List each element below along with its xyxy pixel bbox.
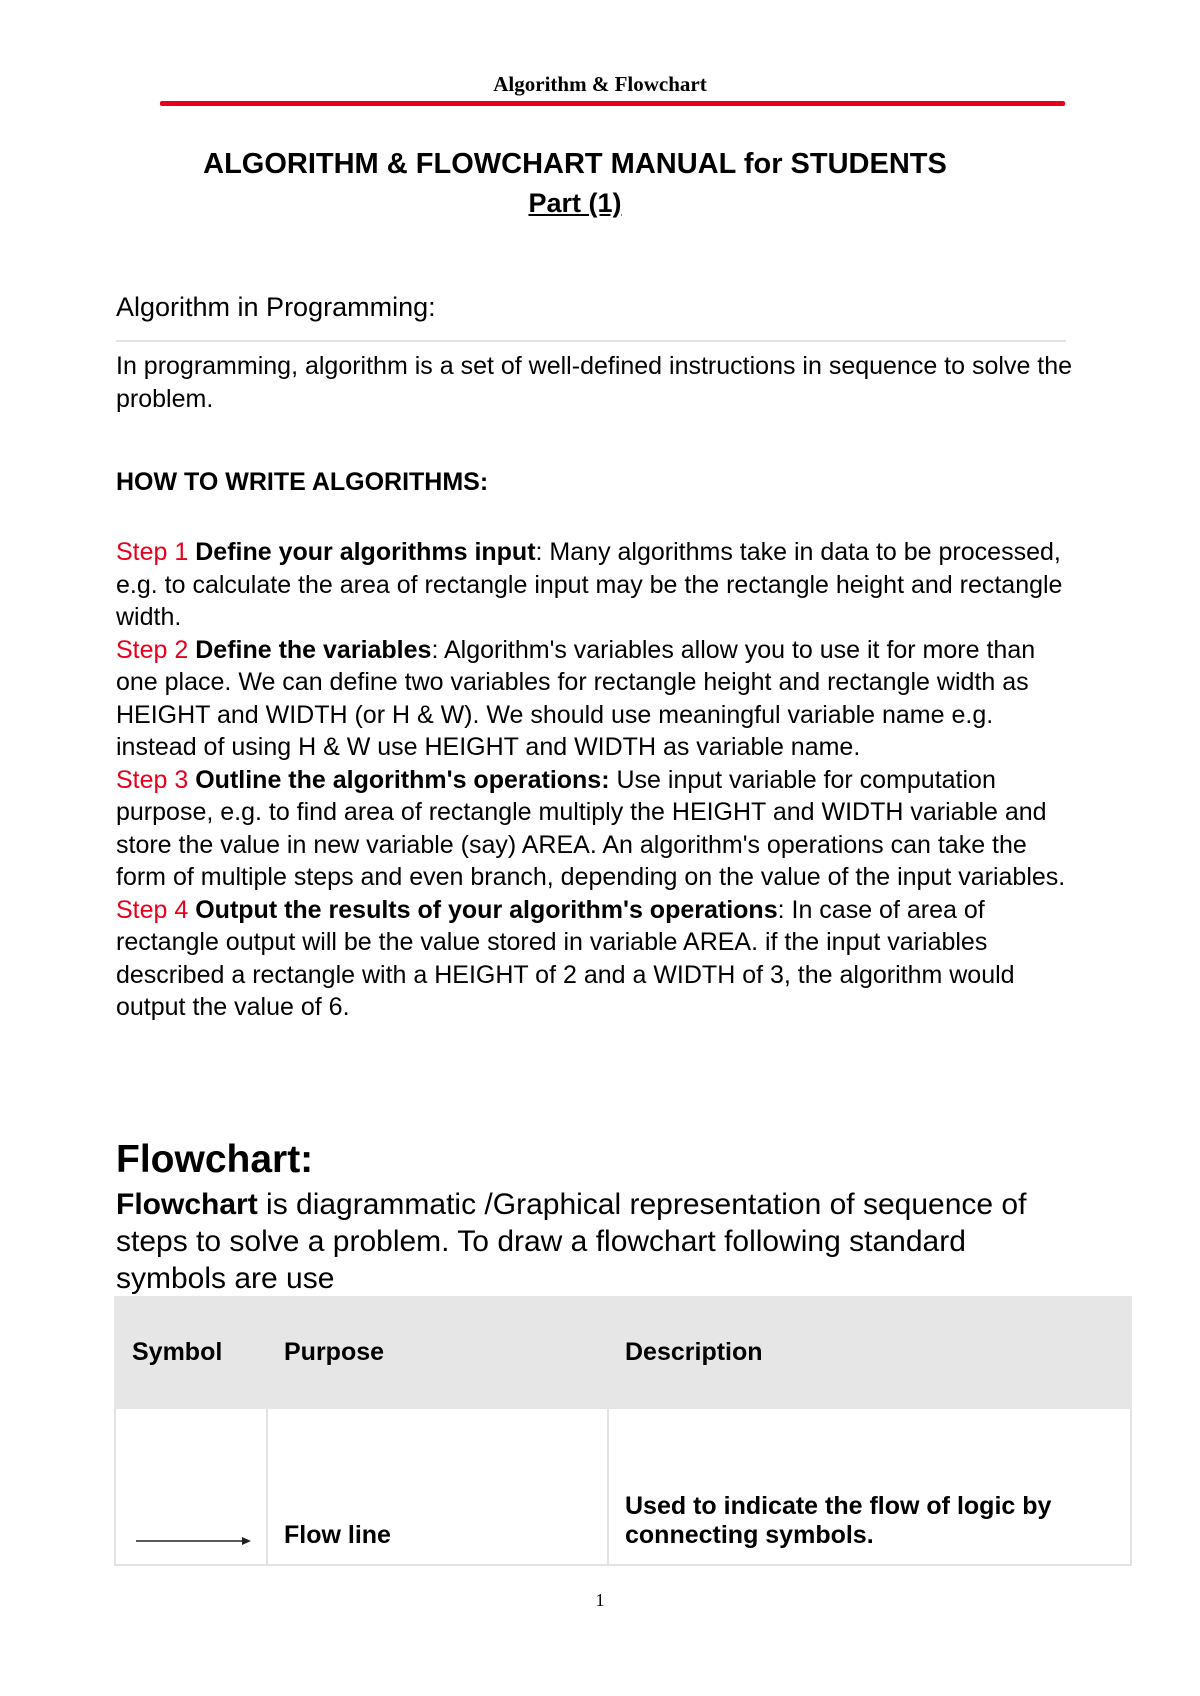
step-title: Define your algorithms input — [195, 538, 536, 566]
step-label: Step 2 — [116, 635, 189, 664]
step-label: Step 1 — [116, 538, 189, 566]
page-number: 1 — [595, 1590, 605, 1610]
column-header-purpose: Purpose — [267, 1297, 608, 1408]
running-header: Algorithm & Flowchart — [493, 72, 707, 96]
step-text: Algorithm's variables allow you to use it for more than one place. We can define two variables for rectangle height and rectangle width as HEIGHT and WIDTH (or H & W). We should use meaningful variable name e.g. instead of using H & W use HEIGHT and WIDTH as variable name. — [116, 635, 1036, 761]
document-part — [0, 188, 1150, 219]
part-label: Part (1) — [528, 188, 622, 218]
flowchart-definition — [116, 1186, 1076, 1297]
document-title: ALGORITHM & FLOWCHART MANUAL for STUDENTS — [203, 148, 947, 180]
header-rule — [160, 101, 1065, 106]
description-cell: Used to indicate the flow of logic by connecting symbols. — [608, 1408, 1131, 1565]
step-title: Outline the algorithm's operations: — [195, 765, 610, 794]
section-divider — [116, 340, 1066, 342]
step-item — [116, 634, 1076, 764]
step-item — [116, 764, 1076, 894]
algorithm-heading: Algorithm in Programming: — [116, 292, 436, 322]
step-label: Step 4 — [116, 895, 189, 924]
step-title: Output the results of your algorithm's operations — [195, 895, 778, 924]
symbol-cell — [115, 1408, 267, 1565]
column-header-description: Description — [608, 1297, 1131, 1408]
arrow-right-icon — [132, 1534, 252, 1548]
step-label: Step 3 — [116, 765, 189, 794]
step-text: Use input variable for computation purpose, e.g. to find area of rectangle multiply the HEIGHT and WIDTH variable and store the value in new variable (say) AREA. An algorithm's operations can take the form of multiple steps and even branch, depending on the value of the input variables. — [116, 765, 1066, 891]
algorithm-intro: In programming, algorithm is a set of well-defined instructions in sequence to solve the problem. — [116, 352, 1073, 413]
symbols-table — [114, 1296, 1132, 1566]
step-separator: : — [777, 895, 785, 924]
flowchart-heading: Flowchart: — [116, 1138, 314, 1181]
step-text: In case of area of rectangle output will be the value stored in variable AREA. if the input variables described a rectangle with a HEIGHT of 2 and a WIDTH of 3, the algorithm would output the value of 6. — [116, 895, 1015, 1021]
purpose-cell: Flow line — [267, 1408, 608, 1565]
steps-list — [116, 536, 1076, 1024]
step-item — [116, 894, 1076, 1024]
step-title: Define the variables — [195, 635, 432, 664]
step-item — [116, 536, 1076, 634]
step-separator: : — [431, 635, 439, 664]
column-header-symbol: Symbol — [115, 1297, 267, 1408]
table-header-row — [115, 1297, 1131, 1408]
flowchart-term: Flowchart — [116, 1188, 258, 1221]
howto-heading: HOW TO WRITE ALGORITHMS: — [116, 468, 489, 496]
flowchart-definition-text: is diagrammatic /Graphical representation of sequence of steps to solve a problem. To draw a flowchart following standard symbols are use — [116, 1188, 1027, 1295]
step-separator: : — [535, 538, 543, 566]
step-text: Many algorithms take in data to be processed, e.g. to calculate the area of rectangle input may be the rectangle height and rectangle width. — [116, 538, 1063, 631]
table-row — [115, 1408, 1131, 1565]
